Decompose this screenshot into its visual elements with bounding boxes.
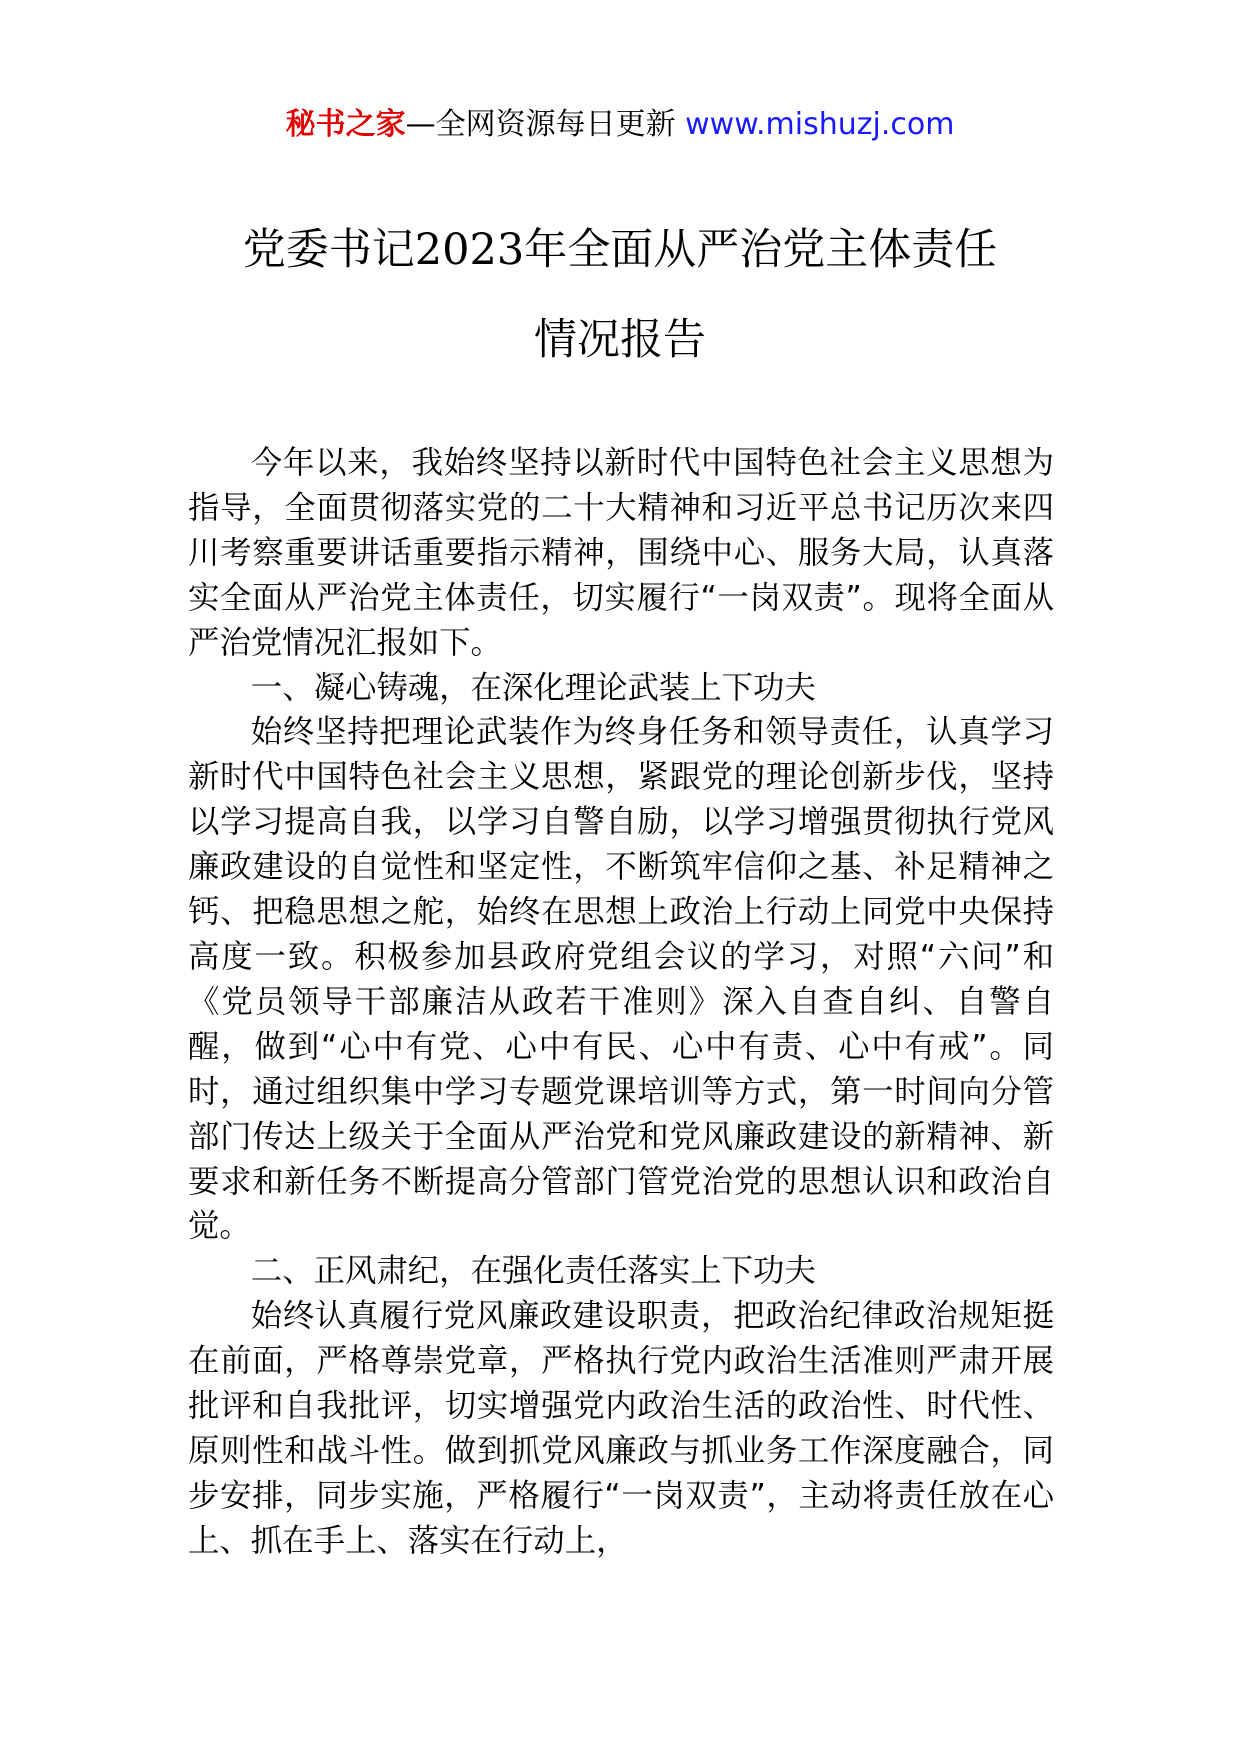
site-banner bbox=[0, 98, 1240, 152]
document-title bbox=[150, 205, 1090, 385]
banner-brand: 秘书之家 bbox=[285, 107, 406, 142]
banner-tagline: —全网资源每日更新 bbox=[405, 107, 686, 142]
document-body bbox=[188, 441, 1054, 1564]
paragraph-intro: 今年以来，我始终坚持以新时代中国特色社会主义思想为指导，全面贯彻落实党的二十大精神和习近平总书记历次来四川考察重要讲话重要指示精神，围绕中心、服务大局，认真落实全面从严治党主体责任，切实履行“一岗双责”。现将全面从严治党情况汇报如下。 bbox=[188, 445, 1054, 661]
title-line-2: 情况报告 bbox=[534, 315, 706, 365]
title-line-1: 党委书记2023年全面从严治党主体责任 bbox=[242, 225, 998, 275]
section-heading-1: 一、凝心铸魂，在深化理论武装上下功夫 bbox=[250, 669, 816, 706]
paragraph-section-1: 始终坚持把理论武装作为终身任务和领导责任，认真学习新时代中国特色社会主义思想，紧跟党的理论创新步伐，坚持以学习提高自我，以学习自警自励，以学习增强贯彻执行党风廉政建设的自觉性和坚定性，不断筑牢信仰之基、补足精神之钙、把稳思想之舵，始终在思想上政治上行动上同党中央保持高度一致。积极参加县政府党组会议的学习，对照“六问”和《党员领导干部廉洁从政若干准则》深入自查自纠、自警自醒，做到“心中有党、心中有民、心中有责、心中有戒”。同时，通过组织集中学习专题党课培训等方式，第一时间向分管部门传达上级关于全面从严治党和党风廉政建设的新精神、新要求和新任务不断提高分管部门管党治党的思想认识和政治自觉。 bbox=[188, 714, 1054, 1245]
paragraph-section-2: 始终认真履行党风廉政建设职责，把政治纪律政治规矩挺在前面，严格尊崇党章，严格执行党内政治生活准则严肃开展批评和自我批评，切实增强党内政治生活的政治性、时代性、原则性和战斗性。做到抓党风廉政与抓业务工作深度融合，同步安排，同步实施，严格履行“一岗双责”，主动将责任放在心上、抓在手上、落实在行动上， bbox=[188, 1298, 1054, 1559]
banner-url[interactable]: www.mishuzj.com bbox=[685, 107, 955, 142]
section-heading-2: 二、正风肃纪，在强化责任落实上下功夫 bbox=[250, 1253, 816, 1290]
